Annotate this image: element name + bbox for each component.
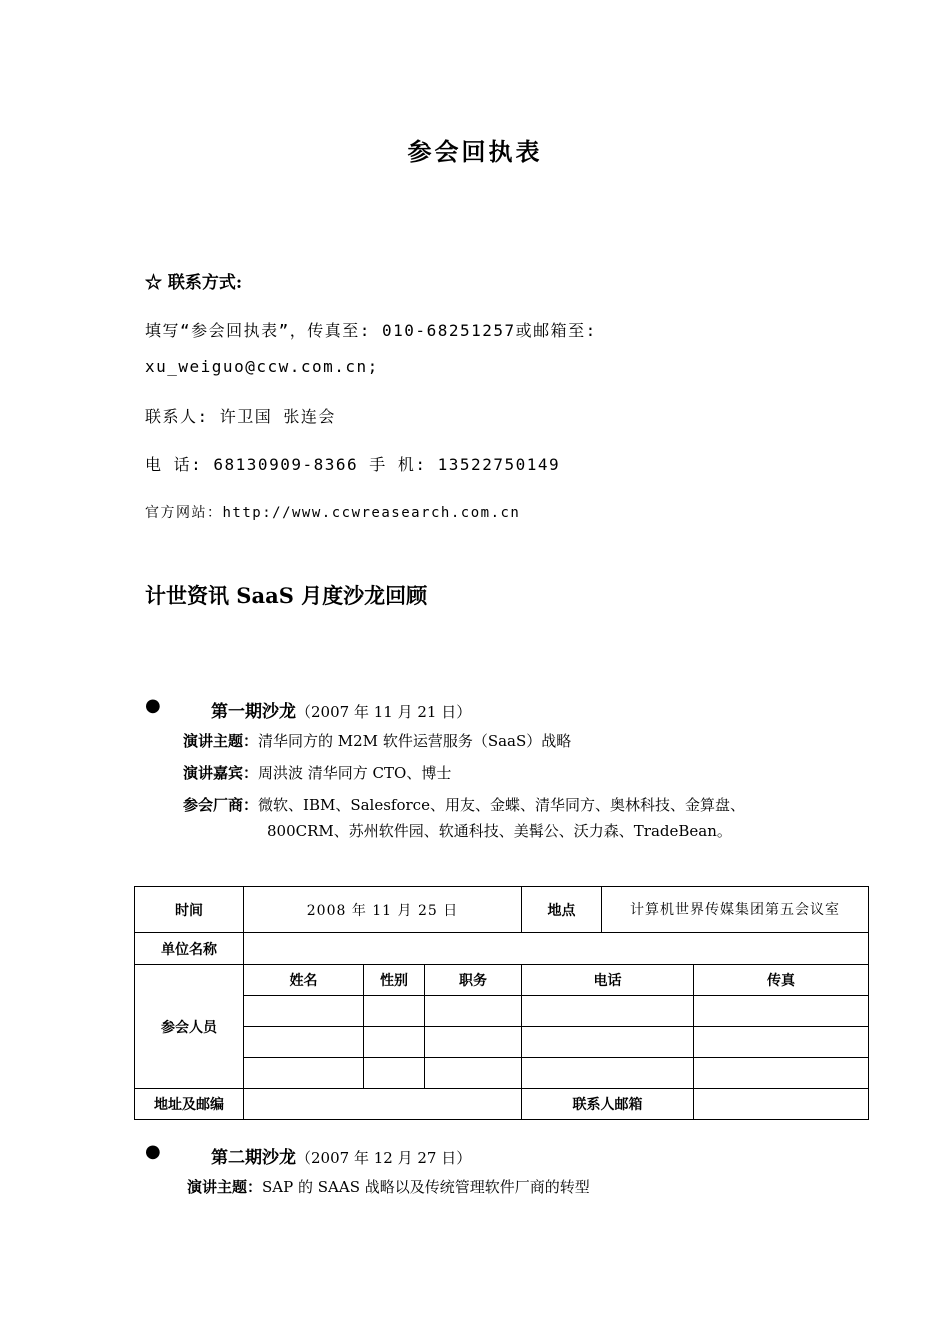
attendee-position-field[interactable] (425, 1027, 522, 1058)
salon2-heading (211, 1143, 471, 1168)
salon2-topic-row (187, 1176, 590, 1197)
unit-name-field[interactable] (244, 933, 869, 965)
salon1-topic-row (183, 730, 571, 751)
time-value: 2008 年 11 月 25 日 (244, 887, 522, 933)
table-row (135, 1027, 869, 1058)
email-label: 联系人邮箱 (522, 1089, 694, 1120)
salon1-title: 第一期沙龙 (211, 702, 296, 722)
bullet-icon: ● (145, 1141, 161, 1162)
attendee-name-field[interactable] (244, 1027, 364, 1058)
contact-phones: 电 话: 68130909-8366 手 机: 13522750149 (145, 455, 561, 474)
header-name: 姓名 (244, 965, 364, 996)
salon1-heading (211, 697, 471, 722)
contact-fax-line: 填写“参会回执表”，传真至: 010-68251257或邮箱至: (145, 321, 597, 340)
official-website: 官方网站：http://www.ccwreasearch.com.cn (145, 505, 521, 521)
time-label: 时间 (135, 887, 244, 933)
salon2-topic: SAP 的 SAAS 战略以及传统管理软件厂商的转型 (262, 1178, 590, 1196)
salon1-guest: 周洪波 清华同方 CTO、博士 (258, 764, 452, 782)
header-fax: 传真 (694, 965, 869, 996)
attendee-fax-field[interactable] (694, 996, 869, 1027)
header-phone: 电话 (522, 965, 694, 996)
place-label: 地点 (522, 887, 602, 933)
salon2-title: 第二期沙龙 (211, 1148, 296, 1168)
salon1-topic-label: 演讲主题： (183, 732, 259, 750)
salon1-guest-label: 演讲嘉宾： (183, 764, 259, 782)
attendee-fax-field[interactable] (694, 1027, 869, 1058)
attendee-gender-field[interactable] (364, 1058, 425, 1089)
attendee-name-field[interactable] (244, 1058, 364, 1089)
page-title: 参会回执表 (407, 137, 543, 166)
registration-form (134, 886, 869, 1120)
salon1-date: （2007 年 11 月 21 日） (296, 703, 472, 721)
salon1-guest-row (183, 762, 451, 783)
table-row (135, 996, 869, 1027)
attendee-position-field[interactable] (425, 996, 522, 1027)
header-gender: 性别 (364, 965, 425, 996)
attendee-name-field[interactable] (244, 996, 364, 1027)
section-title: 计世资讯 SaaS 月度沙龙回顾 (145, 583, 428, 608)
attendee-phone-field[interactable] (522, 996, 694, 1027)
salon1-vendors-line1: 微软、IBM、Salesforce、用友、金蝶、清华同方、奥林科技、金算盘、 (258, 796, 745, 814)
email-field[interactable] (694, 1089, 869, 1120)
attendee-phone-field[interactable] (522, 1058, 694, 1089)
attendee-phone-field[interactable] (522, 1027, 694, 1058)
contact-persons: 联系人: 许卫国 张连会 (145, 407, 336, 426)
salon2-date: （2007 年 12 月 27 日） (296, 1149, 472, 1167)
contact-heading: ☆ 联系方式: (145, 273, 243, 293)
table-row (135, 1058, 869, 1089)
contact-email: xu_weiguo@ccw.com.cn; (145, 357, 379, 376)
attendee-position-field[interactable] (425, 1058, 522, 1089)
attendees-label: 参会人员 (135, 965, 244, 1089)
place-value: 计算机世界传媒集团第五会议室 (602, 887, 869, 933)
attendee-fax-field[interactable] (694, 1058, 869, 1089)
unit-label: 单位名称 (135, 933, 244, 965)
salon1-vendors-row (183, 794, 745, 815)
address-field[interactable] (244, 1089, 522, 1120)
address-label: 地址及邮编 (135, 1089, 244, 1120)
header-position: 职务 (425, 965, 522, 996)
salon1-vendors-line2: 800CRM、苏州软件园、软通科技、美髯公、沃力森、TradeBean。 (267, 822, 732, 840)
bullet-icon: ● (145, 695, 161, 716)
salon1-vendors-label: 参会厂商： (183, 796, 259, 814)
attendee-gender-field[interactable] (364, 996, 425, 1027)
salon2-topic-label: 演讲主题： (187, 1178, 263, 1196)
salon1-topic: 清华同方的 M2M 软件运营服务（SaaS）战略 (258, 732, 572, 750)
attendee-gender-field[interactable] (364, 1027, 425, 1058)
